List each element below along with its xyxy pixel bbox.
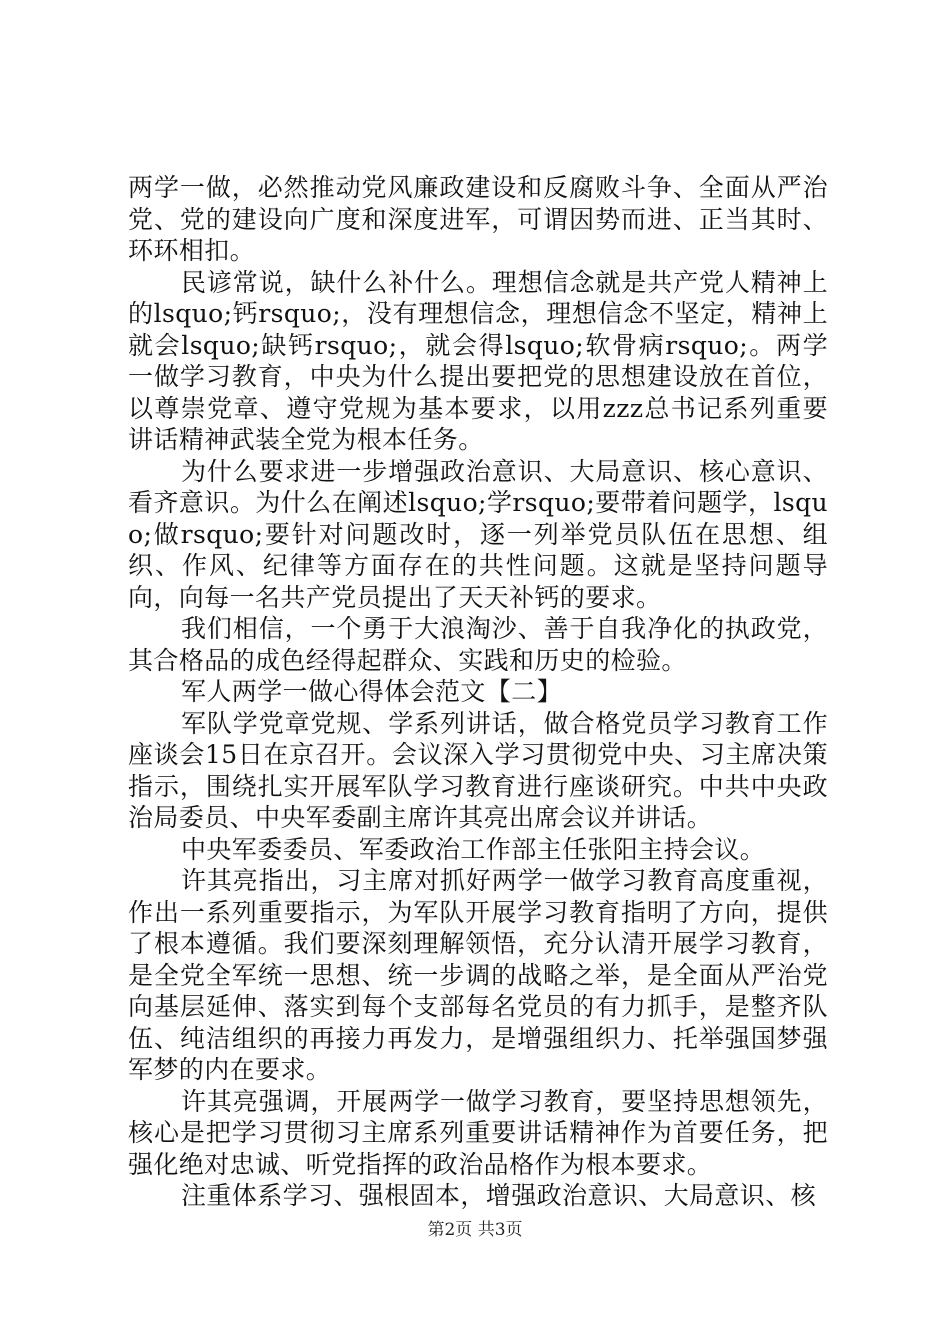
paragraph-4: 我们相信，一个勇于大浪淘沙、善于自我净化的执政党，其合格品的成色经得起群众、实践和历史的检验。	[128, 614, 828, 675]
paragraph-3: 为什么要求进一步增强政治意识、大局意识、核心意识、看齐意识。为什么在阐述lsquo;学rsquo;要带着问题学，lsquo;做rsquo;要针对问题改时，逐一列举党员队伍在思想、组织、作风、纪律等方面存在的共性问题。这就是坚持问题导向，向每一名共产党员提出了天天补钙的要求。	[128, 456, 828, 612]
paragraph-8: 许其亮强调，开展两学一做学习教育，要坚持思想领先，核心是把学习贯彻习主席系列重要讲话精神作为首要任务，把强化绝对忠诚、听党指挥的政治品格作为根本要求。	[128, 1086, 828, 1179]
document-body	[128, 172, 828, 1212]
paragraph-2: 民谚常说，缺什么补什么。理想信念就是共产党人精神上的lsquo;钙rsquo;，没有理想信念，理想信念不坚定，精神上就会lsquo;缺钙rsquo;，就会得lsquo;软骨病rsquo;。两学一做学习教育，中央为什么提出要把党的思想建设放在首位，以尊崇党章、遵守党规为基本要求，以用zzz总书记系列重要讲话精神武装全党为根本任务。	[128, 267, 828, 454]
paragraph-9: 注重体系学习、强根固本，增强政治意识、大局意识、核	[181, 1181, 817, 1210]
paragraph-1: 两学一做，必然推动党风廉政建设和反腐败斗争、全面从严治党、党的建设向广度和深度进军，可谓因势而进、正当其时、环环相扣。	[128, 173, 828, 265]
paragraph-5: 军队学党章党规、学系列讲话，做合格党员学习教育工作座谈会15日在京召开。会议深入学习贯彻党中央、习主席决策指示，围绕扎实开展军队学习教育进行座谈研究。中共中央政治局委员、中央军委副主席许其亮出席会议并讲话。	[128, 708, 828, 832]
paragraph-6: 中央军委委员、军委政治工作部主任张阳主持会议。	[181, 834, 766, 864]
paragraph-7: 许其亮指出，习主席对抓好两学一做学习教育高度重视，作出一系列重要指示，为军队开展学习教育指明了方向，提供了根本遵循。我们要深刻理解领悟，充分认清开展学习教育，是全党全军统一思想、统一步调的战略之举，是全面从严治党向基层延伸、落实到每个支部每名党员的有力抓手，是整齐队伍、纯洁组织的再接力再发力，是增强组织力、托举强国梦强军梦的内在要求。	[128, 866, 828, 1084]
page-footer	[0, 1218, 950, 1242]
section-heading: 军人两学一做心得体会范文【二】	[181, 677, 563, 706]
page-number-label: 第2页 共3页	[427, 1220, 523, 1240]
